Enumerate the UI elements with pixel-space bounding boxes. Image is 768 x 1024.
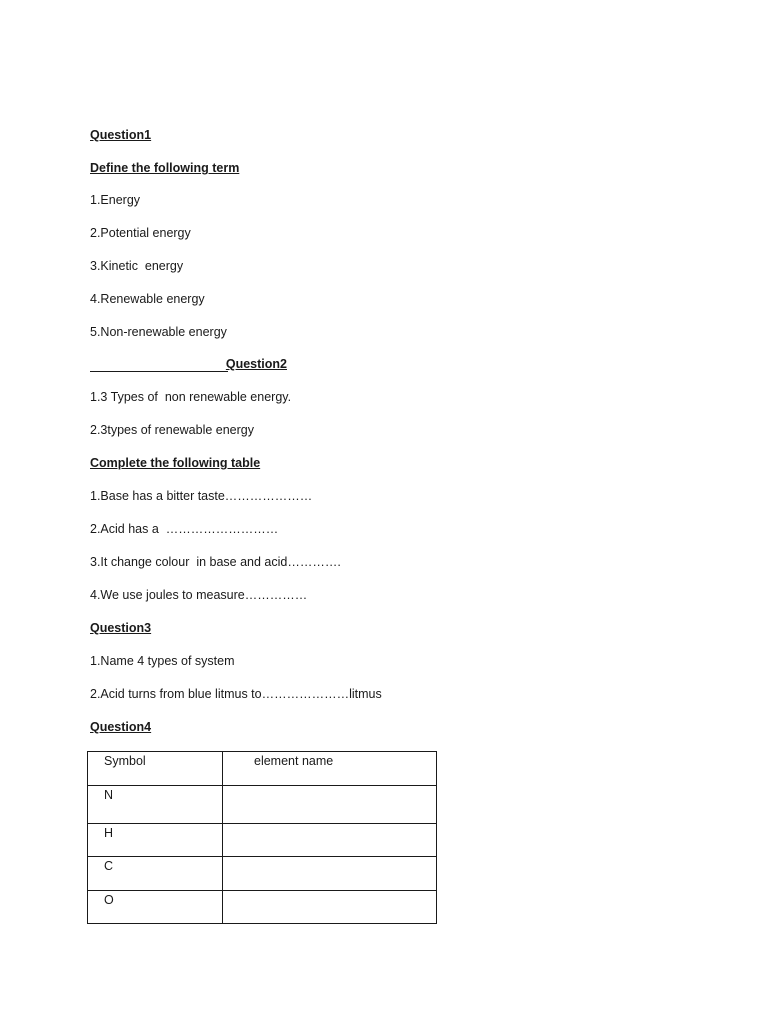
question1-item: 4.Renewable energy bbox=[90, 292, 205, 306]
table-header-cell bbox=[223, 752, 437, 786]
question2-table-item: 2.Acid has a ……………………… bbox=[90, 522, 279, 536]
table-cell bbox=[88, 786, 223, 824]
answer-cell[interactable] bbox=[223, 857, 437, 891]
table-row bbox=[88, 857, 437, 891]
table-cell bbox=[88, 857, 223, 891]
question2-table-item: 1.Base has a bitter taste………………… bbox=[90, 489, 313, 503]
answer-cell[interactable] bbox=[223, 824, 437, 857]
table-cell bbox=[88, 891, 223, 924]
element-table bbox=[87, 751, 437, 924]
symbol-cell: N bbox=[104, 788, 114, 802]
answer-cell[interactable] bbox=[223, 786, 437, 824]
question4-heading: Question4 bbox=[90, 720, 152, 734]
question1-item: 2.Potential energy bbox=[90, 226, 191, 240]
table-row bbox=[88, 786, 437, 824]
question2-subheading: Complete the following table bbox=[90, 456, 261, 470]
symbol-cell: H bbox=[104, 826, 114, 840]
question3-heading: Question3 bbox=[90, 621, 152, 635]
question3-item: 2.Acid turns from blue litmus to…………………litmus bbox=[90, 687, 382, 701]
table-row bbox=[88, 891, 437, 924]
symbol-header: Symbol bbox=[104, 754, 146, 768]
question1-item: 1.Energy bbox=[90, 193, 141, 207]
question2-table-item: 3.It change colour in base and acid…………. bbox=[90, 555, 341, 569]
question1-item: 5.Non-renewable energy bbox=[90, 325, 227, 339]
table-cell bbox=[88, 824, 223, 857]
table-row bbox=[88, 824, 437, 857]
question1-item: 3.Kinetic energy bbox=[90, 259, 184, 273]
question2-table-item: 4.We use joules to measure…………… bbox=[90, 588, 308, 602]
question2-item: 1.3 Types of non renewable energy. bbox=[90, 390, 292, 404]
table-header-row bbox=[88, 752, 437, 786]
element-name-header: element name bbox=[254, 754, 334, 768]
question3-item: 1.Name 4 types of system bbox=[90, 654, 235, 668]
table-header-cell bbox=[88, 752, 223, 786]
symbol-cell: C bbox=[104, 859, 114, 873]
question1-subheading: Define the following term bbox=[90, 161, 240, 175]
symbol-cell: O bbox=[104, 893, 114, 907]
question2-heading: Question2 bbox=[225, 357, 287, 371]
question2-item: 2.3types of renewable energy bbox=[90, 423, 254, 437]
answer-cell[interactable] bbox=[223, 891, 437, 924]
question1-heading: Question1 bbox=[90, 128, 152, 142]
